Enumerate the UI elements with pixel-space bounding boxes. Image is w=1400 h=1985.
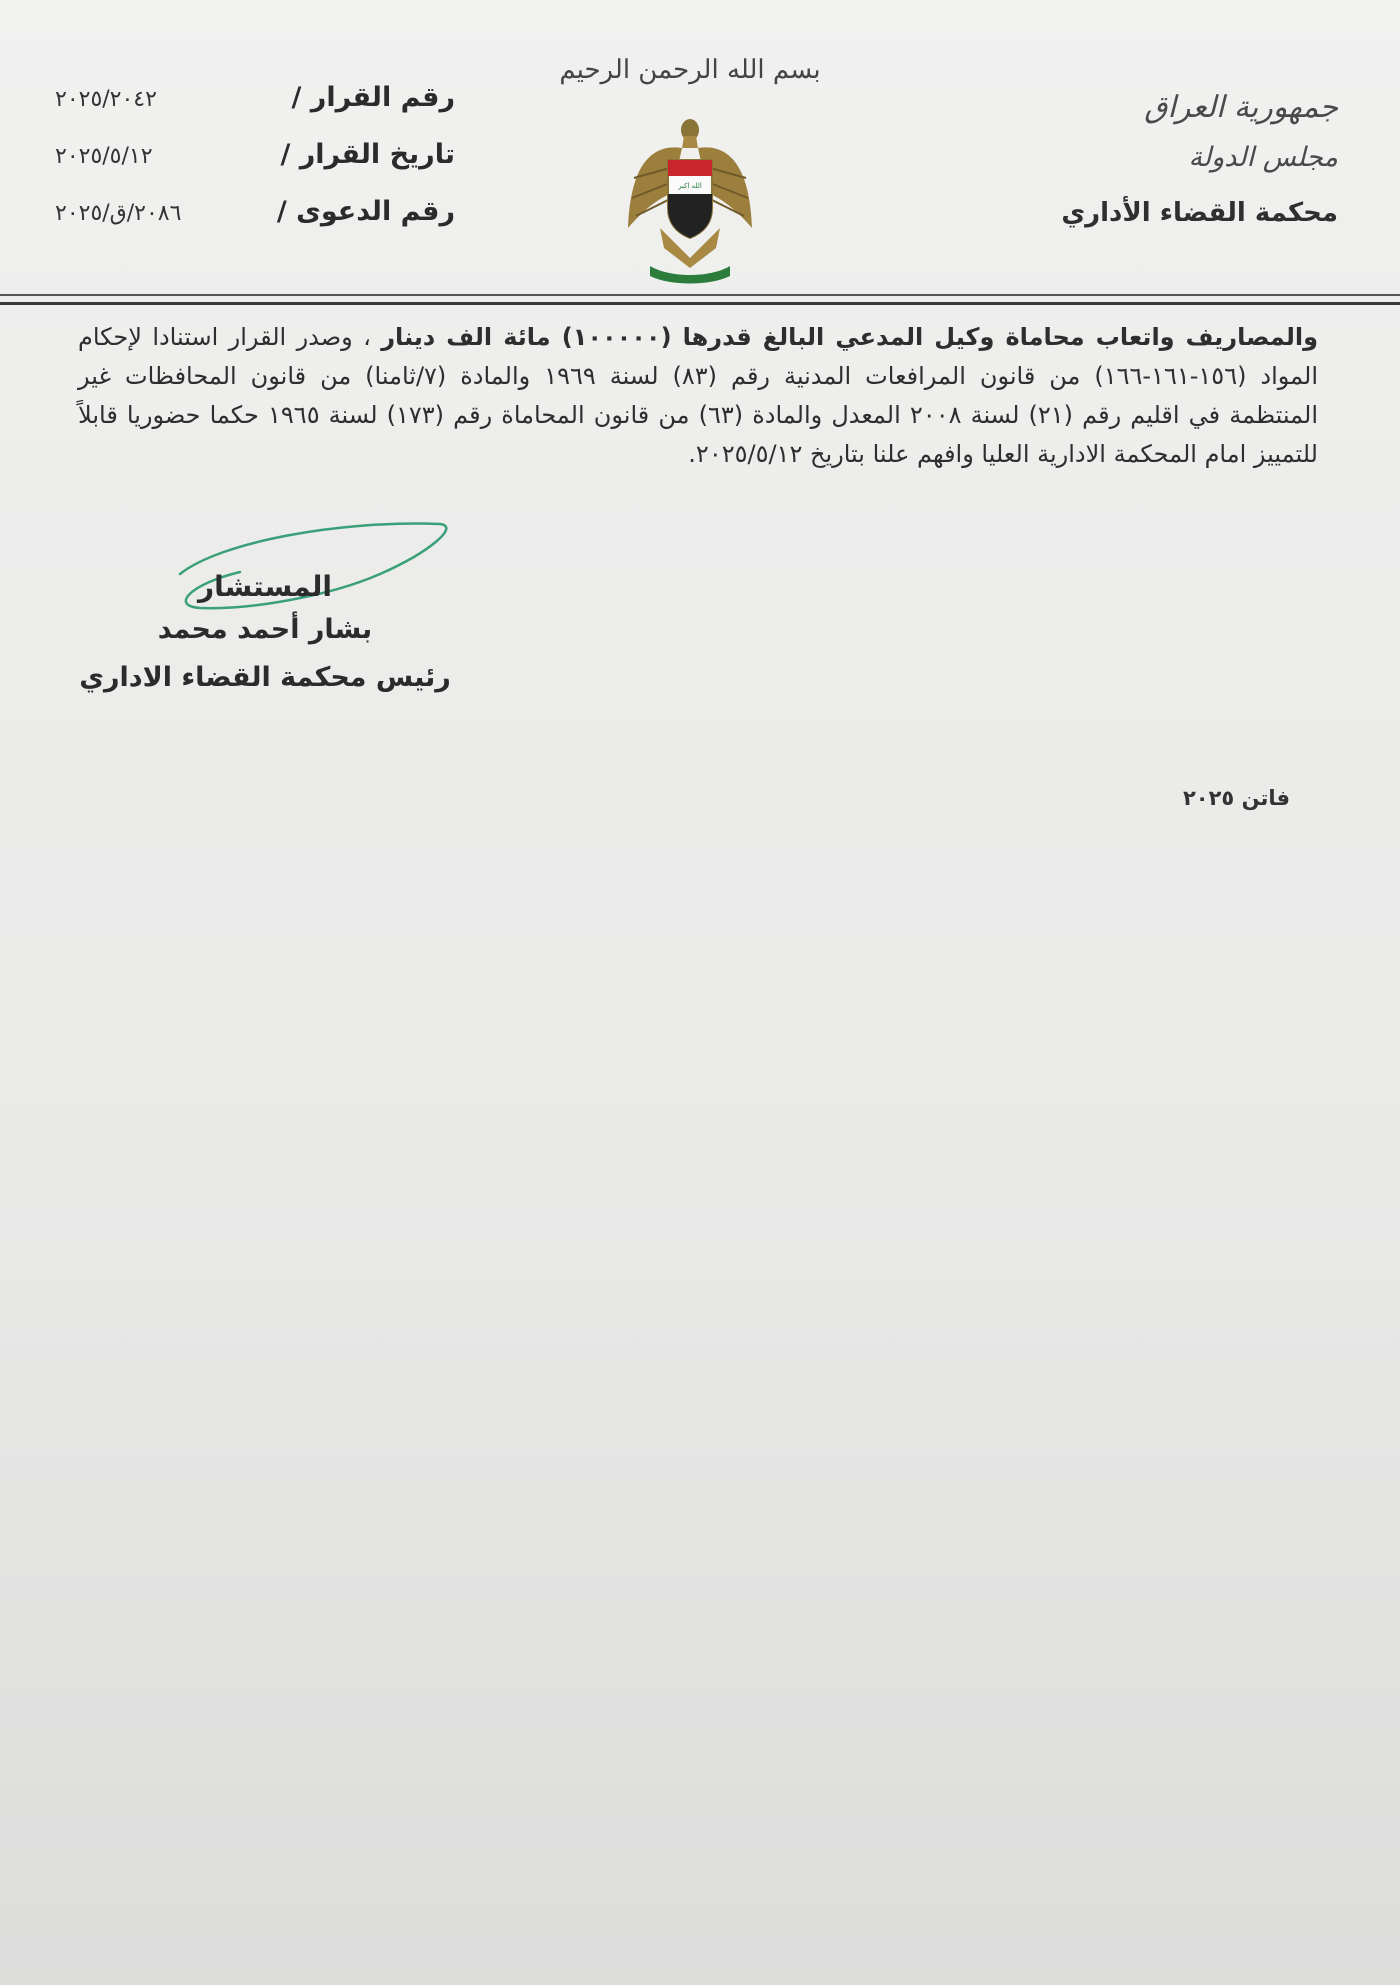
meta-label: رقم الدعوى / [276, 196, 455, 227]
decision-body [78, 318, 1318, 474]
body-text: ، وصدر القرار استنادا لإحكام المواد (١٥٦-١٦١-١٦٦) من قانون المرافعات المدنية رقم (٨٣) لسنة ١٩٦٩ والمادة (٧/ثامنا) من قانون المحافظات غير المنتظمة في اقليم رقم (٢١) لسنة ٢٠٠٨ المعدل والمادة (٦٣) من قانون المحاماة رقم (١٧٣) لسنة ١٩٦٥ حكما حضوريا قابلاً للتمييز امام المحكمة الادارية العليا وافهم علنا بتاريخ ٢٠٢٥/٥/١٢. [78, 323, 1319, 468]
header-divider [0, 294, 1400, 296]
svg-text:الله اكبر: الله اكبر [678, 182, 702, 190]
signature-block [45, 570, 485, 693]
signer-title: المستشار [198, 570, 332, 603]
header-divider-thick [0, 302, 1400, 305]
decision-number-row [55, 82, 455, 139]
signer-role: رئيس محكمة القضاء الاداري [79, 662, 451, 693]
republic-name: جمهورية العراق [1144, 90, 1338, 125]
body-bold-text: والمصاريف واتعاب محاماة وكيل المدعي البالغ قدرها (١٠٠٠٠٠) مائة الف دينار [381, 323, 1318, 351]
court-header [1018, 90, 1338, 228]
meta-value: ٢٠٨٦/ق/٢٠٢٥ [55, 201, 182, 226]
meta-label: تاريخ القرار / [280, 139, 455, 170]
decision-meta [55, 82, 455, 253]
council-name: مجلس الدولة [1188, 142, 1338, 173]
meta-value: ٢٠٢٥/٢٠٤٢ [55, 87, 157, 112]
signer-name: بشار أحمد محمد [157, 614, 373, 645]
case-number-row [55, 196, 455, 253]
typist-initials: فاتن ٢٠٢٥ [1182, 786, 1290, 810]
meta-value: ٢٠٢٥/٥/١٢ [55, 144, 153, 169]
basmala: بسم الله الرحمن الرحيم [559, 55, 821, 85]
eagle-emblem-icon [620, 108, 760, 288]
decision-date-row [55, 139, 455, 196]
court-name: محكمة القضاء الأداري [1061, 198, 1338, 228]
meta-label: رقم القرار / [291, 82, 455, 113]
